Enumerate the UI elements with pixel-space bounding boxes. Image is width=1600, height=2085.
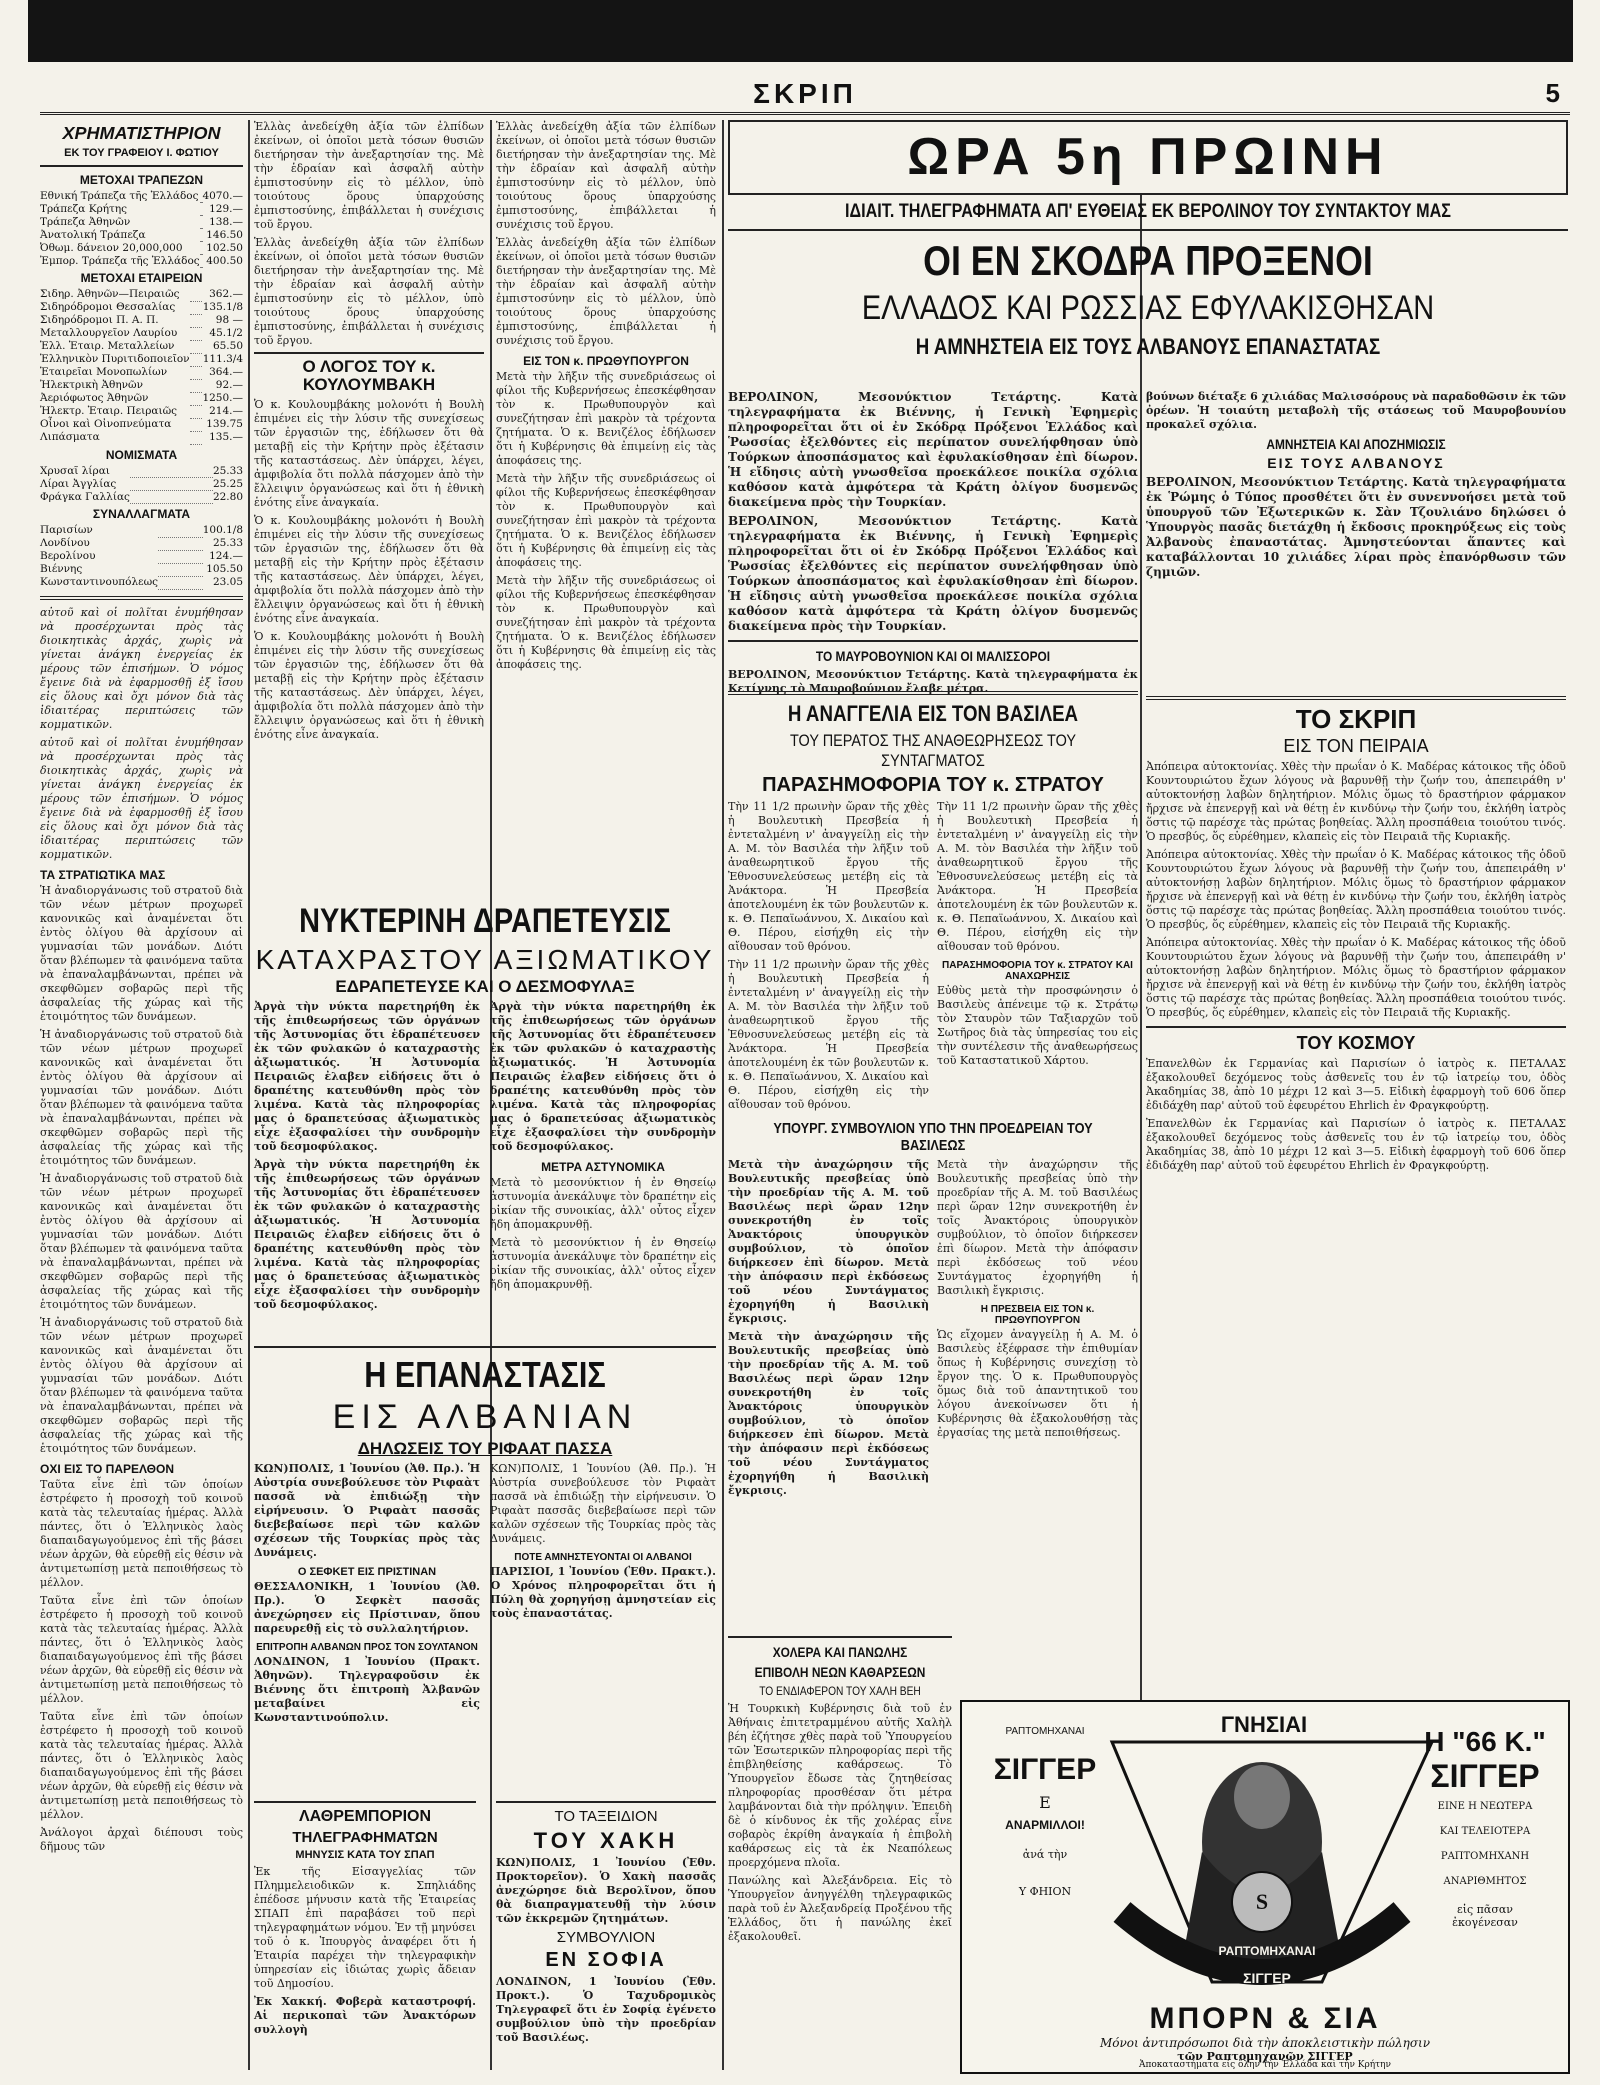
amnesty-comp-text: ΒΕΡΟΛΙΝΟΝ, Μεσονύκτιον Τετάρτης. Κατὰ τηλεγραφήματα ἐκ Ῥώμης ὁ Τύπος προσθέτει ὅτι ἐν συνεννοήσει μετὰ τοῦ ὑπουργοῦ τῶν Ἐξωτερικῶν κ. Σὰν Τζουλιάνο δηλώσει ὁ Ὑπουργὸς πασᾶς διετάχθη ἡ ἔκδοσις προκηρύξεως εἰς τοὺς Ἀλβανοὺς ἐπαναστάτας. Ἀμνηστεύονται ἅπαντες καὶ καταβάλλονται 10 χιλιάδες λίραι πρὸς ἐπανόρθωσιν τῶν ζημιῶν. — [1146, 474, 1566, 579]
row-label: Ἐμπορ. Τράπεζα τῆς Ἑλλάδος — [40, 254, 200, 267]
row-label: Σιδηρόδρομοι Θεσσαλίας — [40, 301, 176, 314]
scan-top-border — [28, 0, 1573, 62]
article-text: Ἑλλὰς ἀνεδείχθη ἀξία τῶν ἐλπίδων ἐκείνων, οἱ ὁποῖοι μετὰ τόσων θυσιῶν διετήρησαν τὴν ἀνεξαρτησίαν της. Μὲ τὴν ἑδραίαν καὶ ἀσφαλῆ αὐτὴν ἐμπιστοσύνην εἰς τὸ μέλλον, ὑπὸ τοιούτους ὅρους ὑπαρχούσης ἐμπιστοσύνης, ἐπιβάλλεται ἡ συνέχισις τοῦ ἔργου. — [496, 236, 716, 347]
table-row — [40, 576, 243, 589]
efendi-text: ΘΕΣΣΑΛΟΝΙΚΗ, 1 Ἰουνίου (Ἀθ. Πρ.). Ὁ Σεφκὲτ πασσᾶς ἀνεχώρησεν εἰς Πρίστιναν, ὅπου παρευρεθῇ εἰς τὸ συλλαλητήριον. — [254, 1579, 480, 1635]
masthead — [40, 78, 1570, 115]
row-label: Παρισίων — [40, 524, 93, 537]
decor-text: Εὐθὺς μετὰ τὴν προσφώνησιν ὁ Βασιλεὺς ἀπένειμε τῷ κ. Στράτῳ τὸν Σταυρὸν τῶν Ταξιαρχῶν τοῦ Σωτῆρος διὰ τὰς ὑπηρεσίας του εἰς τὴν συντέλεσιν τῆς ἀναθεωρήσεως τοῦ Καταστατικοῦ Χάρτου. — [937, 984, 1138, 1067]
article-text: Ἑλλὰς ἀνεδείχθη ἀξία τῶν ἐλπίδων ἐκείνων, οἱ ὁποῖοι μετὰ τόσων θυσιῶν διετήρησαν τὴν ἀνεξαρτησίαν της. Μὲ τὴν ἑδραίαν καὶ ἀσφαλῆ αὐτὴν ἐμπιστοσύνην εἰς τὸ μέλλον, ὑπὸ τοιούτους ὅρους ὑπαρχούσης ἐμπιστοσύνης, ἐπιβάλλεται ἡ συνέχισις τοῦ ἔργου. — [254, 236, 484, 347]
pm-text: Μετὰ τὴν λῆξιν τῆς συνεδριάσεως οἱ φίλοι τῆς Κυβερνήσεως ἐπεσκέφθησαν τὸν κ. Πρωθυπουργὸν καὶ συνεζήτησαν ἐπὶ μακρὸν τὰ τρέχοντα ζητήματα. Ὁ κ. Βενιζέλος ἐδήλωσεν ὅτι ἡ Κυβέρνησις θὰ ἐπιμείνῃ εἰς τὰς ἀποφάσεις της. — [496, 574, 716, 671]
smuggling-deck: ΜΗΝΥΣΙΣ ΚΑΤΑ ΤΟΥ ΣΠΑΠ — [295, 1848, 435, 1861]
singer-left-block — [970, 1726, 1120, 1898]
past-heading: ΟΧΙ ΕΙΣ ΤΟ ΠΑΡΕΛΘΟΝ — [40, 1461, 175, 1476]
row-value: 124.— — [209, 550, 243, 563]
smuggling-story — [254, 1795, 476, 2041]
table-row — [40, 465, 243, 478]
revolt-subheadline: ΕΙΣ ΑΛΒΑΝΙΑΝ — [332, 1398, 638, 1436]
pm-king-heading: Η ΠΡΕΣΒΕΙΑ ΕΙΣ ΤΟΝ κ. ΠΡΩΘΥΠΟΥΡΓΟΝ — [980, 1304, 1095, 1326]
past-text: Ταῦτα εἶνε ἐπὶ τῶν ὁποίων ἐστρέφετο ἡ προσοχὴ τοῦ κοινοῦ κατὰ τὰς τελευταίας ἡμέρας. Ἀλλὰ πάντες, ὅτι ὁ Ἑλληνικὸς λαὸς διαπαιδαγωγούμενος ἐπὶ τῆς βάσει νέων ἀρχῶν, θὰ εὑρεθῇ εἰς θέσιν νὰ ἀντιμετωπίσῃ μετὰ πεποιθήσεως τὸ μέλλον. — [40, 1593, 243, 1705]
row-label: Λονδίνου — [40, 537, 90, 550]
escape-headline: ΝΥΚΤΕΡΙΝΗ ΔΡΑΠΕΤΕΥΣΙΣ — [299, 902, 671, 940]
malissor-text: βούνων διέταξε 6 χιλιάδας Μαλισσόρους νὰ παραδοθῶσιν ἐκ τῶν ὀρέων. Ἡ τοιαύτη μεταβολὴ τῆς στάσεως τοῦ Μαυροβουνίου προκαλεῖ σχόλια. — [1146, 390, 1566, 431]
revolt-text: ΚΩΝ)ΠΟΛΙΣ, 1 Ἰουνίου (Ἀθ. Πρ.). Ἡ Αὐστρία συνεβούλευσε τὸν Ριφαὰτ πασσᾶ νὰ ἐπιδιώξῃ τὴν εἰρήνευσιν. Ὁ Ριφαὰτ πασσᾶς διεβεβαίωσε περὶ τῶν καλῶν σχέσεων τῆς Τουρκίας πρὸς τὰς Δυνάμεις. — [254, 1461, 480, 1559]
symbol-text: ΛΟΝΔΙΝΟΝ, 1 Ἰουνίου (Ἐθν. Προκτ.). Ὁ Ταχυδρομικὸς Τηλεγραφεῖ ὅτι ἐν Σοφίᾳ ἐγένετο συμβούλιον ὑπὸ τὴν προεδρίαν τοῦ Βασιλέως. — [496, 1974, 716, 2044]
maurovouni-heading: ΤΟ ΜΑΥΡΟΒΟΥΝΙΟΝ ΚΑΙ ΟΙ ΜΑΛΙΣΣΟΡΟΙ — [815, 648, 1051, 664]
table-row — [40, 203, 243, 216]
amnesty-comp-heading: ΑΜΝΗΣΤΕΙΑ ΚΑΙ ΑΠΟΖΗΜΙΩΣΙΣ — [1266, 436, 1446, 452]
escape-text: Ἀργὰ τὴν νύκτα παρετηρήθη ἐκ τῆς ἐπιθεωρήσεως τῶν ὀργάνων τῆς Ἀστυνομίας ὅτι ἐδραπέτευσεν ἐκ τῶν φυλακῶν ὁ καταχραστὴς ἀξιωματικός. Ἡ Ἀστυνομία Πειραιῶς ἐλαβεν εἰδήσεις ὅτι ὁ δραπέτης κατευθύνθη πρὸς τὸν λιμένα. Κατὰ τὰς πληροφορίας μας ὁ δραπετεύσας ἀξιωματικὸς εἶχε ἐξασφαλίσει τὴν συνδρομὴν τοῦ δεσμοφύλακος. — [490, 1000, 716, 1154]
singer-left-line: Ε — [1039, 1793, 1051, 1812]
escape-story — [254, 898, 716, 1316]
row-value: 98 — — [215, 314, 243, 327]
cholera-subheadline: ΕΠΙΒΟΛΗ ΝΕΩΝ ΚΑΘΑΡΣΕΩΝ — [754, 1664, 926, 1680]
currency-header: ΝΟΜΙΣΜΑΤΑ — [105, 447, 178, 462]
revolt-headline: Η ΕΠΑΝΑΣΤΑΣΙΣ — [364, 1354, 606, 1395]
albanian-committee-text: ΛΟΝΔΙΝΟΝ, 1 Ἰουνίου (Πρακτ. Ἀθηνῶν). Τηλεγραφοῦσιν ἐκ Βιέννης ὅτι ἐπιτροπὴ Ἀλβανῶν μεταβαίνει εἰς Κωνσταντινούπολιν. — [254, 1654, 480, 1724]
council-heading: ΥΠΟΥΡΓ. ΣΥΜΒΟΥΛΙΟΝ ΥΠΟ ΤΗΝ ΠΡΟΕΔΡΕΙΑΝ ΤΟΥ ΒΑΣΙΛΕΩΣ — [773, 1120, 1093, 1154]
council-text: Μετὰ τὴν ἀναχώρησιν τῆς Βουλευτικῆς πρεσβείας ὑπὸ τὴν προεδρίαν τῆς Α. Μ. τοῦ Βασιλέως περὶ ὥραν 12ην συνεκροτήθη ἐν τοῖς Ἀνακτόροις ὑπουργικὸν συμβούλιον, τὸ ὁποῖον διήρκεσεν ἐπὶ δίωρον. Μετὰ τὴν ἀπόφασιν περὶ ἐκδόσεως τοῦ νέου Συντάγματος ἐχορηγήθη ἡ Βασιλικὴ ἔγκρισις. — [728, 1330, 929, 1497]
king-text: Τὴν 11 1/2 πρωινὴν ὥραν τῆς χθὲς ἡ Βουλευτικὴ Πρεσβεία ἡ ἐντεταλμένη ν' ἀναγγείλῃ εἰς τὴν Α. Μ. τὸν Βασιλέα τὴν λῆξιν τοῦ ἀναθεωρητικοῦ ἔργου τῆς Ἐθνοσυνελεύσεως μετέβη εἰς τὰ Ἀνάκτορα. Ἡ Πρεσβεία ἀποτελουμένη ἐκ τῶν βουλευτῶν κ. κ. Θ. Πεπαϊωάννου, Χ. Δικαίου καὶ Θ. Πέρου, εἰσήχθη εἰς τὴν αἴθουσαν τοῦ θρόνου. — [728, 958, 929, 1111]
bank-shares-header: ΜΕΤΟΧΑΙ ΤΡΑΠΕΖΩΝ — [79, 172, 204, 187]
table-row — [40, 550, 243, 563]
military-text: Ἡ ἀναδιοργάνωσις τοῦ στρατοῦ διὰ τῶν νέων μέτρων προχωρεῖ κανονικῶς καὶ ἀναμένεται ὅτι ἐντὸς ὀλίγου θὰ ἀρχίσουν αἱ γυμνασίαι τῶν μονάδων. Διότι ὅταν βλέπωμεν τὰ φαινόμενα ταῦτα νὰ ἐπαναλαμβάνωνται, πρέπει νὰ σκεφθῶμεν σοβαρῶς περὶ τῆς ἀσφαλείας τῆς χώρας καὶ τῆς ἑτοιμότητος τῶν δυνάμεων. — [40, 1171, 243, 1311]
military-text: Ἡ ἀναδιοργάνωσις τοῦ στρατοῦ διὰ τῶν νέων μέτρων προχωρεῖ κανονικῶς καὶ ἀναμένεται ὅτι ἐντὸς ὀλίγου θὰ ἀρχίσουν αἱ γυμνασίαι τῶν μονάδων. Διότι ὅταν βλέπωμεν τὰ φαινόμενα ταῦτα νὰ ἐπαναλαμβάνωνται, πρέπει νὰ σκεφθῶμεν σοβαρῶς περὶ τῆς ἀσφαλείας τῆς χώρας καὶ τῆς ἑτοιμότητος τῶν δυνάμεων. — [40, 1315, 243, 1455]
row-label: Σιδηρ. Ἀθηνῶν—Πειραιῶς — [40, 288, 180, 301]
row-value: 135.1/8 — [202, 301, 243, 314]
skrip-piraeus — [1146, 690, 1566, 1177]
row-label: Βερολίνου — [40, 550, 96, 563]
king-deck: ΠΑΡΑΣΗΜΟΦΟΡΙΑ ΤΟΥ κ. ΣΤΡΑΤΟΥ — [762, 774, 1104, 796]
king-text: Τὴν 11 1/2 πρωινὴν ὥραν τῆς χθὲς ἡ Βουλευτικὴ Πρεσβεία ἡ ἐντεταλμένη ν' ἀναγγείλῃ εἰς τὴν Α. Μ. τὸν Βασιλέα τὴν λῆξιν τοῦ ἀναθεωρητικοῦ ἔργου τῆς Ἐθνοσυνελεύσεως μετέβη εἰς τὰ Ἀνάκτορα. Ἡ Πρεσβεία ἀποτελουμένη ἐκ τῶν βουλευτῶν κ. κ. Θ. Πεπαϊωάννου, Χ. Δικαίου καὶ Θ. Πέρου, εἰσήχθη εἰς τὴν αἴθουσαν τοῦ θρόνου. — [728, 800, 929, 953]
cholera-deck: ΤΟ ΕΝΔΙΑΦΕΡΟΝ ΤΟΥ ΧΑΛΗ ΒΕΗ — [759, 1684, 921, 1698]
journey-headline: ΤΟ ΤΑΞΕΙΔΙΟΝ — [554, 1808, 658, 1825]
market-title: ΧΡΗΜΑΤΙΣΤΗΡΙΟΝ — [62, 123, 221, 143]
police-heading: ΜΕΤΡΑ ΑΣΤΥΝΟΜΙΚΑ — [541, 1160, 665, 1175]
singer-right-line: ΑΝΑΡΙΘΜΗΤΟΣ — [1443, 1876, 1527, 1887]
amnesty-heading: ΠΟΤΕ ΑΜΝΗΣΤΕΥΟΝΤΑΙ ΟΙ ΑΛΒΑΝΟΙ — [514, 1551, 692, 1563]
row-label: Τράπεζα Ἀθηνῶν — [40, 215, 131, 228]
row-value: 105.50 — [206, 563, 243, 576]
journey-subheadline: ΤΟΥ ΧΑΚΗ — [533, 1827, 679, 1853]
market-source: ΕΚ ΤΟΥ ΓΡΑΦΕΙΟΥ Ι. ΦΩΤΙΟΥ — [64, 146, 219, 159]
row-value: 1250.— — [202, 392, 243, 405]
consul-headline: ΟΙ ΕΝ ΣΚΟΔΡΑ ΠΡΟΞΕΝΟΙ — [923, 236, 1373, 284]
table-row — [40, 242, 243, 255]
footer-line: Ἀνάλογοι ἀρχαὶ διέπουσι τοὺς δῆμους τῶν — [40, 1825, 243, 1853]
table-row — [40, 216, 243, 229]
council-text: Μετὰ τὴν ἀναχώρησιν τῆς Βουλευτικῆς πρεσβείας ὑπὸ τὴν προεδρίαν τῆς Α. Μ. τοῦ Βασιλέως περὶ ὥραν 12ην συνεκροτήθη ἐν τοῖς Ἀνακτόροις ὑπουργικὸν συμβούλιον, τὸ ὁποῖον διήρκεσεν ἐπὶ δίωρον. Μετὰ τὴν ἀπόφασιν περὶ ἐκδόσεως τοῦ νέου Συντάγματος ἐχορηγήθη ἡ Βασιλικὴ ἔγκρισις. — [728, 1158, 929, 1325]
world-text: Ἐπανελθὼν ἐκ Γερμανίας καὶ Παρισίων ὁ ἰατρὸς κ. ΠΕΤΑΛΑΣ ἐξακολουθεῖ δεχόμενος τοὺς ἀσθενεῖς του ἐν τῷ ἰατρείῳ του, ὁδὸς Ἀκαδημίας 38, ἀπὸ 10 μέχρι 12 καὶ 3—5. Εἰδικὴ ἐφαρμογὴ τοῦ 606 ὅπερ ἐδιδάχθη παρ' αὐτοῦ τοῦ ἐφευρέτου Ehrlich ἐν Φραγκφούρτῃ. — [1146, 1117, 1566, 1173]
row-label: Λιπάσματα — [40, 431, 100, 444]
company-shares-header: ΜΕΤΟΧΑΙ ΕΤΑΙΡΕΙΩΝ — [80, 271, 203, 286]
amnesty-comp-story — [1146, 390, 1566, 584]
row-value: 45.1/2 — [209, 327, 243, 340]
cholera-footer-text: Πανώλης καὶ Ἀλεξάνδρεια. Εἰς τὸ Ὑπουργεῖον ἀνηγγέλθη τηλεγραφικῶς παρὰ τοῦ ἐν Ἀλεξανδρείᾳ Προξένου τῆς Ἑλλάδος, ὅτι ἡ πανώλης ἐκεῖ ἐξακολουθεῖ. — [728, 1874, 952, 1943]
symbol-headline: ΣΥΜΒΟΥΛΙΟΝ — [556, 1928, 656, 1946]
consul-text: ΒΕΡΟΛΙΝΟΝ, Μεσονύκτιον Τετάρτης. Κατὰ τηλεγραφήματα ἐκ Βιέννης, ἡ Γενικὴ Ἐφημερὶς πληροφορεῖται ὅτι οἱ ἐν Σκόδρᾳ Πρόξενοι Ἑλλάδος καὶ Ῥωσσίας ἐξελθόντες εἰς περίπατον συνελήφθησαν ὑπὸ Τούρκων ἀποσπάσματος καὶ ἐφυλακίσθησαν ἐπὶ δίωρον. Ἡ εἴδησις αὐτὴ γνωσθεῖσα προεκάλεσε ποικίλα σχόλια καθόσον κατὰ ἀμφότερα τὰ Κράτη ὀλίγον δυσμενῶς διακείμενα πρὸς τὴν Τουρκίαν. — [728, 514, 1138, 633]
row-label: Οἶνοι καὶ Οἰνοπνεύματα — [40, 418, 172, 431]
table-row — [40, 340, 243, 353]
row-label: Ἀεριόφωτος Ἀθηνῶν — [40, 392, 149, 405]
fx-header: ΣΥΝΑΛΛΑΓΜΑΤΑ — [92, 507, 191, 522]
row-value: 100.1/8 — [202, 524, 243, 537]
article-text: Ἑλλὰς ἀνεδείχθη ἀξία τῶν ἐλπίδων ἐκείνων, οἱ ὁποῖοι μετὰ τόσων θυσιῶν διετήρησαν τὴν ἀνεξαρτησίαν της. Μὲ τὴν ἑδραίαν καὶ ἀσφαλῆ αὐτὴν ἐμπιστοσύνην εἰς τὸ μέλλον, ὑπὸ τοιούτους ὅρους ὑπαρχούσης ἐμπιστοσύνης, ἐπιβάλλεται ἡ συνέχισις τοῦ ἔργου. — [254, 120, 484, 231]
row-label: Χρυσαῖ λίραι — [40, 464, 110, 477]
revolt-story — [254, 1340, 716, 1729]
world-text: Ἐπανελθὼν ἐκ Γερμανίας καὶ Παρισίων ὁ ἰατρὸς κ. ΠΕΤΑΛΑΣ ἐξακολουθεῖ δεχόμενος τοὺς ἀσθενεῖς του ἐν τῷ ἰατρείῳ του, ὁδὸς Ἀκαδημίας 38, ἀπὸ 10 μέχρι 12 καὶ 3—5. Εἰδικὴ ἐφαρμογὴ τοῦ 606 ὅπερ ἐδιδάχθη παρ' αὐτοῦ τοῦ ἐφευρέτου Ehrlich ἐν Φραγκφούρτῃ. — [1146, 1057, 1566, 1113]
world-heading: ΤΟΥ ΚΟΣΜΟΥ — [1296, 1033, 1416, 1054]
singer-right-line: εἰς πᾶσαν — [1457, 1903, 1513, 1916]
row-label: Σιδηρόδρομοι Π. Α. Π. — [40, 314, 159, 327]
past-text: Ταῦτα εἶνε ἐπὶ τῶν ὁποίων ἐστρέφετο ἡ προσοχὴ τοῦ κοινοῦ κατὰ τὰς τελευταίας ἡμέρας. Ἀλλὰ πάντες, ὅτι ὁ Ἑλληνικὸς λαὸς διαπαιδαγωγούμενος ἐπὶ τῆς βάσει νέων ἀρχῶν, θὰ εὑρεθῇ εἰς θέσιν νὰ ἀντιμετωπίσῃ μετὰ πεποιθήσεως τὸ μέλλον. — [40, 1477, 243, 1589]
pm-text: Μετὰ τὴν λῆξιν τῆς συνεδριάσεως οἱ φίλοι τῆς Κυβερνήσεως ἐπεσκέφθησαν τὸν κ. Πρωθυπουργὸν καὶ συνεζήτησαν ἐπὶ μακρὸν τὰ τρέχοντα ζητήματα. Ὁ κ. Βενιζέλος ἐδήλωσεν ὅτι ἡ Κυβέρνησις θὰ ἐπιμείνῃ εἰς τὰς ἀποφάσεις της. — [496, 472, 716, 569]
amnesty-text: ΠΑΡΙΣΙΟΙ, 1 Ἰουνίου (Ἐθν. Πρακτ.). Ὁ Χρόνος πληροφορεῖται ὅτι ἡ Πύλη θὰ χορηγήσῃ ἀμνηστείαν εἰς τοὺς ἐπαναστάτας. — [490, 1564, 716, 1620]
consul-deck: Η ΑΜΝΗΣΤΕΙΑ ΕΙΣ ΤΟΥΣ ΑΛΒΑΝΟΥΣ ΕΠΑΝΑΣΤΑΤΑΣ — [915, 333, 1381, 359]
singer-advertisement — [960, 1700, 1570, 2074]
logos-heading: Ο ΛΟΓΟΣ ΤΟΥ κ. ΚΟΥΛΟΥΜΒΑΚΗ — [254, 352, 484, 394]
row-label: Μεταλλουργεῖον Λαυρίου — [40, 327, 178, 340]
article-text: Ἑλλὰς ἀνεδείχθη ἀξία τῶν ἐλπίδων ἐκείνων, οἱ ὁποῖοι μετὰ τόσων θυσιῶν διετήρησαν τὴν ἀνεξαρτησίαν της. Μὲ τὴν ἑδραίαν καὶ ἀσφαλῆ αὐτὴν ἐμπιστοσύνην εἰς τὸ μέλλον, ὑπὸ τοιούτους ὅρους ὑπαρχούσης ἐμπιστοσύνης, ἐπιβάλλεται ἡ συνέχισις τοῦ ἔργου. — [496, 120, 716, 231]
singer-left-line: ΑΝΑΡΜΙΛΛΟΙ! — [1005, 1818, 1085, 1832]
row-label: Ἑταιρεῖαι Μονοπωλίων — [40, 366, 168, 379]
singer-right-brand: ΣΙΓΓΕΡ — [1430, 1758, 1540, 1794]
table-row — [40, 255, 243, 268]
past-text: Ταῦτα εἶνε ἐπὶ τῶν ὁποίων ἐστρέφετο ἡ προσοχὴ τοῦ κοινοῦ κατὰ τὰς τελευταίας ἡμέρας. Ἀλλὰ πάντες, ὅτι ὁ Ἑλληνικὸς λαὸς διαπαιδαγωγούμενος ἐπὶ τῆς βάσει νέων ἀρχῶν, θὰ εὑρεθῇ εἰς θέσιν νὰ ἀντιμετωπίσῃ μετὰ πεποιθήσεως τὸ μέλλον. — [40, 1709, 243, 1821]
row-label: Ἠλεκτρικὴ Ἀθηνῶν — [40, 379, 143, 392]
row-label: Ἑλληνικὸν Πυριτιδοποιεῖον — [40, 353, 190, 366]
row-value: 146.50 — [206, 228, 243, 241]
singer-right-line: ἐκογένεσαν — [1452, 1916, 1518, 1929]
logos-text: Ὁ κ. Κουλουμβάκης μολονότι ἡ Βουλὴ ἐπιμένει εἰς τὴν λύσιν τῆς συνεχίσεως τῶν ἐργασιῶν της, ἐδήλωσεν ὅτι θὰ μεταβῇ εἰς τὴν Κρήτην πρὸς ἐξέτασιν τῆς καταστάσεως. Δὲν ὑπάρχει, λέγει, ἀμφιβολία ὅτι πολλὰ πάσχομεν ἀπὸ τὴν ἔλλειψιν ὀργανώσεως καὶ ὅτι ἡ ἐθνικὴ ἑνότης εἶνε ἀναγκαία. — [254, 397, 484, 509]
row-label: Ἀνατολική Τράπεζα — [40, 228, 146, 241]
table-row — [40, 392, 243, 405]
table-row — [40, 563, 243, 576]
maurovouni-text: ΒΕΡΟΛΙΝΟΝ, Μεσονύκτιον Τετάρτης. Κατὰ τηλεγραφήματα ἐκ Κετίγνης τὸ Μαυροβούνιον ἔλαβε μέτρα. — [728, 668, 1138, 695]
currency-table — [40, 465, 243, 505]
skrip-text: Ἀπόπειρα αὐτοκτονίας. Χθὲς τὴν πρωΐαν ὁ Κ. Μαδέρας κάτοικος τῆς ὁδοῦ Κουντουριώτου ἔχων λόγους νὰ βαρυνθῇ τὴν ζωήν του, ἀπεπειράθη ν' αὐτοκτονήσῃ λαβὼν δηλητήριον. Μόλις ὅμως τὸ δραστήριον φάρμακον ἤρχισε νὰ ἐπενεργῇ καὶ νὰ θέτῃ ἐν κινδύνῳ τὴν ζωήν του, ἐκλήθη ἰατρὸς ὅστις τῷ παρέσχε τὰς πρώτας βοηθείας. Ἄλλη προσπάθεια τοιούτου τινός. Ὁ πρεσβύς, ὅς εὑρέθημεν, κλαπεὶς εἰς τὸν Πειραιᾶ τῆς Κυριακῆς. — [1146, 760, 1566, 844]
military-text: Ἡ ἀναδιοργάνωσις τοῦ στρατοῦ διὰ τῶν νέων μέτρων προχωρεῖ κανονικῶς καὶ ἀναμένεται ὅτι ἐντὸς ὀλίγου θὰ ἀρχίσουν αἱ γυμνασίαι τῶν μονάδων. Διότι ὅταν βλέπωμεν τὰ φαινόμενα ταῦτα νὰ ἐπαναλαμβάνωνται, πρέπει νὰ σκεφθῶμεν σοβαρῶς περὶ τῆς ἀσφαλείας τῆς χώρας καὶ τῆς ἑτοιμότητος τῶν δυνάμεων. — [40, 883, 243, 1023]
efendi-heading: Ο ΣΕΦΚΕΤ ΕΙΣ ΠΡΙΣΤΙΝΑΝ — [297, 1565, 437, 1578]
row-value: 111.3/4 — [202, 353, 243, 366]
cholera-text: Ἡ Τουρκικὴ Κυβέρνησις διὰ τοῦ ἐν Ἀθήναις ἐπιτετραμμένου αὐτῆς Χαλὴλ βέη ἐζήτησε χθὲς παρὰ τοῦ Ὑπουργείου τῶν Ἐσωτερικῶν πληροφορίας περὶ τῆς ἐπιβληθείσης καθάρσεως. Τὸ Ὑπουργεῖον ἔδωσε τὰς ζητηθείσας πληροφορίας προσθέσαν ὅτι μέτρα λαμβάνονται διὰ τὴν πρόληψιν. Ἐπειδὴ δὲ ὁ κίνδυνος ἐκ τῆς χολέρας εἶνε σοβαρὸς ἐκρίθη ἀναγκαία ἡ ἐπιβολὴ καθάρσεως εἰς τὰ ἐκ Νεαπόλεως προερχόμενα πλοῖα. — [728, 1702, 952, 1869]
banner — [728, 120, 1568, 366]
table-row — [40, 431, 243, 444]
table-row — [40, 301, 243, 314]
revolt-deck: ΔΗΛΩΣΕΙΣ ΤΟΥ ΡΙΦΑΑΤ ΠΑΣΣΑ — [357, 1438, 613, 1458]
banner-headline: ΩΡΑ 5η ΠΡΩΙΝΗ — [907, 128, 1389, 186]
page-number: 5 — [1545, 78, 1560, 108]
singer-top-label: ΓΝΗΣΙΑΙ — [1220, 1712, 1308, 1737]
row-value: 362.— — [209, 288, 243, 301]
singer-right-block — [1410, 1726, 1560, 1929]
row-label: Ἠλεκτρ. Ἑταιρ. Πειραιῶς — [40, 405, 178, 418]
pm-king-text: Ὡς εἴχομεν ἀναγγείλῃ ἡ Α. Μ. ὁ Βασιλεὺς ἐξέφρασε τὴν ἐπιθυμίαν ὅπως ἡ Κυβέρνησις συνεχίσῃ τὸ ἔργον της. Ὁ κ. Πρωθυπουργὸς ὅμως διὰ τοῦ ἀπαντητικοῦ του λόγου ἀνεκοίνωσεν ὅτι ἡ Κυβέρνησις θὰ ἐξακολουθήσῃ τὰς ἐργασίας της μετὰ πεποιθήσεως. — [937, 1328, 1138, 1439]
table-row — [40, 327, 243, 340]
column-rule — [722, 120, 724, 2070]
king-text: Τὴν 11 1/2 πρωινὴν ὥραν τῆς χθὲς ἡ Βουλευτικὴ Πρεσβεία ἡ ἐντεταλμένη ν' ἀναγγείλῃ εἰς τὴν Α. Μ. τὸν Βασιλέα τὴν λῆξιν τοῦ ἀναθεωρητικοῦ ἔργου τῆς Ἐθνοσυνελεύσεως μετέβη εἰς τὰ Ἀνάκτορα. Ἡ Πρεσβεία ἀποτελουμένη ἐκ τῶν βουλευτῶν κ. κ. Θ. Πεπαϊωάννου, Χ. Δικαίου καὶ Θ. Πέρου, εἰσήχθη εἰς τὴν αἴθουσαν τοῦ θρόνου. — [937, 800, 1138, 953]
smuggling-headline: ΛΑΘΡΕΜΠΟΡΙΟΝ — [298, 1808, 432, 1825]
row-label: Λίραι Ἀγγλίας — [40, 477, 117, 490]
council-text: Μετὰ τὴν ἀναχώρησιν τῆς Βουλευτικῆς πρεσβείας ὑπὸ τὴν προεδρίαν τῆς Α. Μ. τοῦ Βασιλέως περὶ ὥραν 12ην συνεκροτήθη ἐν τοῖς Ἀνακτόροις ὑπουργικὸν συμβούλιον, τὸ ὁποῖον διήρκεσεν ἐπὶ δίωρον. Μετὰ τὴν ἀπόφασιν περὶ ἐκδόσεως τοῦ νέου Συντάγματος ἐχορηγήθη ἡ Βασιλικὴ ἔγκρισις. — [937, 1158, 1138, 1297]
column-2b — [496, 120, 716, 676]
column-rule — [248, 120, 250, 2070]
skrip-headline: ΤΟ ΣΚΡΙΠ — [1295, 704, 1417, 734]
row-value: 138.— — [209, 215, 243, 228]
police-text: Μετὰ τὸ μεσονύκτιον ἡ ἐν Θησείῳ ἀστυνομία ἀνεκάλυψε τὸν δραπέτην εἰς οἰκίαν τῆς συνοικίας, ἀλλ' οὗτος εἶχεν ἤδη ἀπομακρυνθῇ. — [490, 1176, 716, 1232]
row-label: Βιέννης — [40, 563, 83, 576]
king-headline: Η ΑΝΑΓΓΕΛΙΑ ΕΙΣ ΤΟΝ ΒΑΣΙΛΕΑ — [787, 701, 1079, 726]
amnesty-comp-subheading: ΕΙΣ ΤΟΥΣ ΑΛΒΑΝΟΥΣ — [1267, 455, 1445, 471]
row-value: 214.— — [209, 405, 243, 418]
svg-text:S: S — [1255, 1889, 1269, 1914]
row-value: 22.80 — [212, 490, 243, 503]
consul-story — [728, 390, 1138, 700]
newspaper-title: ΣΚΡΙΠ — [753, 78, 857, 109]
king-story — [728, 685, 1138, 1502]
singer-right-line: ΡΑΠΤΟΜΗΧΑΝΗ — [1440, 1851, 1530, 1862]
skrip-text: Ἀπόπειρα αὐτοκτονίας. Χθὲς τὴν πρωΐαν ὁ Κ. Μαδέρας κάτοικος τῆς ὁδοῦ Κουντουριώτου ἔχων λόγους νὰ βαρυνθῇ τὴν ζωήν του, ἀπεπειράθη ν' αὐτοκτονήσῃ λαβὼν δηλητήριον. Μόλις ὅμως τὸ δραστήριον φάρμακον ἤρχισε νὰ ἐπενεργῇ καὶ νὰ θέτῃ ἐν κινδύνῳ τὴν ζωήν του, ἐκλήθη ἰατρὸς ὅστις τῷ παρέσχε τὰς πρώτας βοηθείας. Ἄλλη προσπάθεια τοιούτου τινός. Ὁ πρεσβύς, ὅς εὑρέθημεν, κλαπεὶς εἰς τὸν Πειραιᾶ τῆς Κυριακῆς. — [1146, 848, 1566, 932]
company-shares-table — [40, 288, 243, 445]
row-label: Ἑλλ. Ἑταιρ. Μεταλλείων — [40, 340, 175, 353]
table-row — [40, 229, 243, 242]
row-value: 4070.— — [202, 189, 243, 202]
fx-table — [40, 524, 243, 590]
row-value: 364.— — [209, 366, 243, 379]
singer-tagline: Μόνοι ἀντιπρόσωποι διὰ τὴν ἀποκλειστικὴν πώλησιν — [1099, 2036, 1431, 2050]
escape-subheadline: ΚΑΤΑΧΡΑΣΤΟΥ ΑΞΙΩΜΑΤΙΚΟΥ — [255, 944, 715, 975]
logos-text: Ὁ κ. Κουλουμβάκης μολονότι ἡ Βουλὴ ἐπιμένει εἰς τὴν λύσιν τῆς συνεχίσεως τῶν ἐργασιῶν της, ἐδήλωσεν ὅτι θὰ μεταβῇ εἰς τὴν Κρήτην πρὸς ἐξέτασιν τῆς καταστάσεως. Δὲν ὑπάρχει, λέγει, ἀμφιβολία ὅτι πολλὰ πάσχομεν ἀπὸ τὴν ἔλλειψιν ὀργανώσεως καὶ ὅτι ἡ ἐθνικὴ ἑνότης εἶνε ἀναγκαία. — [254, 513, 484, 625]
table-row — [40, 524, 243, 537]
escape-text: Ἀργὰ τὴν νύκτα παρετηρήθη ἐκ τῆς ἐπιθεωρήσεως τῶν ὀργάνων τῆς Ἀστυνομίας ὅτι ἐδραπέτευσεν ἐκ τῶν φυλακῶν ὁ καταχραστὴς ἀξιωματικός. Ἡ Ἀστυνομία Πειραιῶς ἐλαβεν εἰδήσεις ὅτι ὁ δραπέτης κατευθύνθη πρὸς τὸν λιμένα. Κατὰ τὰς πληροφορίας μας ὁ δραπετεύσας ἀξιωματικὸς εἶχε ἐξασφαλίσει τὴν συνδρομὴν τοῦ δεσμοφύλακος. — [254, 1158, 480, 1312]
row-value: 25.25 — [212, 477, 243, 490]
singer-left-line: Υ ΦΗΙΟΝ — [1018, 1885, 1072, 1898]
skrip-subheadline: ΕΙΣ ΤΟΝ ΠΕΙΡΑΙΑ — [1283, 736, 1429, 757]
table-row — [40, 190, 243, 203]
singer-right-line: ΚΑΙ ΤΕΛΕΙΟΤΕΡΑ — [1439, 1826, 1531, 1837]
singer-right-model: Η "66 Κ." — [1424, 1726, 1546, 1757]
smuggling-text: Ἐκ τῆς Εἰσαγγελίας τῶν Πλημμελειοδικῶν κ. Σπηλιάδης ἐπέδοσε μήνυσιν κατὰ τῆς Ἑταιρείας ΣΠΑΠ ἐπὶ παραβάσει τοῦ περὶ τηλεγραφημάτων νόμου. Ἐν τῇ μηνύσει τοῦ ὁ κ. Ἰπουργὸς ἀναφέρει ὅτι ἡ Ἑταιρία παρέχει τὴν τηλεγραφικὴν ὑπηρεσίαν εἰς ἰδιώτας χωρὶς ἄδειαν τοῦ Δημοσίου. — [254, 1865, 476, 1991]
hakki-ad-text: Ἐκ Χακκή. Φοβερὰ καταστροφή. Αἱ περικοπαὶ τῶν Ἀνακτόρων συλλογὴ — [254, 1995, 476, 2037]
king-subheadline: ΤΟΥ ΠΕΡΑΤΟΣ ΤΗΣ ΑΝΑΘΕΩΡΗΣΕΩΣ ΤΟΥ ΣΥΝΤΑΓΜΑΤΟΣ — [789, 731, 1077, 770]
journey-story — [496, 1795, 716, 2049]
albanian-committee-heading: ΕΠΙΤΡΟΠΗ ΑΛΒΑΝΩΝ ΠΡΟΣ ΤΟΝ ΣΟΥΛΤΑΝΟΝ — [256, 1641, 478, 1653]
military-text: Ἡ ἀναδιοργάνωσις τοῦ στρατοῦ διὰ τῶν νέων μέτρων προχωρεῖ κανονικῶς καὶ ἀναμένεται ὅτι ἐντὸς ὀλίγου θὰ ἀρχίσουν αἱ γυμνασίαι τῶν μονάδων. Διότι ὅταν βλέπωμεν τὰ φαινόμενα ταῦτα νὰ ἐπαναλαμβάνωνται, πρέπει νὰ σκεφθῶμεν σοβαρῶς περὶ τῆς ἀσφαλείας τῆς χώρας καὶ τῆς ἑτοιμότητος τῶν δυνάμεων. — [40, 1027, 243, 1167]
pm-text: Μετὰ τὴν λῆξιν τῆς συνεδριάσεως οἱ φίλοι τῆς Κυβερνήσεως ἐπεσκέφθησαν τὸν κ. Πρωθυπουργὸν καὶ συνεζήτησαν ἐπὶ μακρὸν τὰ τρέχοντα ζητήματα. Ὁ κ. Βενιζέλος ἐδήλωσεν ὅτι ἡ Κυβέρνησις θὰ ἐπιμείνῃ εἰς τὰς ἀποφάσεις της. — [496, 370, 716, 467]
row-label: Εθνική Τράπεζα τῆς Ἑλλάδος — [40, 189, 199, 202]
smuggling-subheadline: ΤΗΛΕΓΡΑΦΗΜΑΤΩΝ — [292, 1828, 438, 1846]
row-value: 102.50 — [206, 241, 243, 254]
article-text: αὐτοῦ καὶ οἱ πολῖται ἐνυμήθησαν νὰ προσέρχωνται πρὸς τὰς διοικητικὰς ἀρχάς, χωρὶς νὰ γίνεται ἀνάγκη ἐνεργείας ἐκ μέρους τῶν ἐπισήμων. Ὁ νόμος ἔγεινε διὰ νὰ ἐφαρμοσθῇ ἐξ ἴσου εἰς ὅλους καὶ ὄχι μόνον διὰ τὰς ἰδιαιτέρας περιπτώσεις τῶν κομματικῶν. — [40, 605, 243, 731]
decor-heading: ΠΑΡΑΣΗΜΟΦΟΡΙΑ ΤΟΥ κ. ΣΤΡΑΤΟΥ ΚΑΙ ΑΝΑΧΩΡΗΣΙΣ — [942, 960, 1133, 982]
skrip-text: Ἀπόπειρα αὐτοκτονίας. Χθὲς τὴν πρωΐαν ὁ Κ. Μαδέρας κάτοικος τῆς ὁδοῦ Κουντουριώτου ἔχων λόγους νὰ βαρυνθῇ τὴν ζωήν του, ἀπεπειράθη ν' αὐτοκτονήσῃ λαβὼν δηλητήριον. Μόλις ὅμως τὸ δραστήριον φάρμακον ἤρχισε νὰ ἐπενεργῇ καὶ νὰ θέτῃ ἐν κινδύνῳ τὴν ζωήν του, ἐκλήθη ἰατρὸς ὅστις τῷ παρέσχε τὰς πρώτας βοηθείας. Ἄλλη προσπάθεια τοιούτου τινός. Ὁ πρεσβύς, ὅς εὑρέθημεν, κλαπεὶς εἰς τὸν Πειραιᾶ τῆς Κυριακῆς. — [1146, 936, 1566, 1020]
table-row — [40, 353, 243, 366]
logos-text: Ὁ κ. Κουλουμβάκης μολονότι ἡ Βουλὴ ἐπιμένει εἰς τὴν λύσιν τῆς συνεχίσεως τῶν ἐργασιῶν της, ἐδήλωσεν ὅτι θὰ μεταβῇ εἰς τὴν Κρήτην πρὸς ἐξέτασιν τῆς καταστάσεως. Δὲν ὑπάρχει, λέγει, ἀμφιβολία ὅτι πολλὰ πάσχομεν ἀπὸ τὴν ἔλλειψιν ὀργανώσεως καὶ ὅτι ἡ ἐθνικὴ ἑνότης εἶνε ἀναγκαία. — [254, 629, 484, 741]
police-text: Μετὰ τὸ μεσονύκτιον ἡ ἐν Θησείῳ ἀστυνομία ἀνεκάλυψε τὸν δραπέτην εἰς οἰκίαν τῆς συνοικίας, ἀλλ' οὗτος εἶχεν ἤδη ἀπομακρυνθῇ. — [490, 1236, 716, 1292]
military-heading: ΤΑ ΣΤΡΑΤΙΩΤΙΚΑ ΜΑΣ — [40, 867, 166, 882]
singer-tagline: τῶν Ραπτομηχανῶν ΣΙΓΓΕΡ — [1177, 2050, 1353, 2063]
consul-subheadline: ΕΛΛΑΔΟΣ ΚΑΙ ΡΩΣΣΙΑΣ ΕΦΥΛΑΚΙΣΘΗΣΑΝ — [861, 288, 1435, 327]
column-1 — [40, 120, 243, 1858]
row-value: 23.05 — [212, 576, 243, 589]
row-value: 25.33 — [212, 464, 243, 477]
row-value: 139.75 — [206, 418, 243, 431]
table-row — [40, 379, 243, 392]
row-label: Ὀθωμ. δάνειον 20,000,000 — [40, 241, 183, 254]
cholera-story — [728, 1630, 952, 1948]
bank-shares-table — [40, 190, 243, 269]
row-label: Φράγκα Γαλλίας — [40, 490, 130, 503]
table-row — [40, 491, 243, 504]
table-row — [40, 366, 243, 379]
row-label: Κωνσταντινουπόλεως — [40, 576, 159, 589]
row-value: 25.33 — [212, 537, 243, 550]
revolt-text: ΚΩΝ)ΠΟΛΙΣ, 1 Ἰουνίου (Ἀθ. Πρ.). Ἡ Αὐστρία συνεβούλευσε τὸν Ριφαὰτ πασσᾶ νὰ ἐπιδιώξῃ τὴν εἰρήνευσιν. Ὁ Ριφαὰτ πασσᾶς διεβεβαίωσε περὶ τῶν καλῶν σχέσεων τῆς Τουρκίας πρὸς τὰς Δυνάμεις. — [490, 1461, 716, 1545]
singer-left-brand: ΣΙΓΓΕΡ — [993, 1753, 1097, 1786]
row-value: 135.— — [209, 431, 243, 444]
row-value: 92.— — [215, 379, 243, 392]
singer-ribbon-brand: ΣΙΓΓΕΡ — [1243, 1970, 1291, 1986]
article-text: αὐτοῦ καὶ οἱ πολῖται ἐνυμήθησαν νὰ προσέρχωνται πρὸς τὰς διοικητικὰς ἀρχάς, χωρὶς νὰ γίνεται ἀνάγκη ἐνεργείας ἐκ μέρους τῶν ἐπισήμων. Ὁ νόμος ἔγεινε διὰ νὰ ἐφαρμοσθῇ ἐξ ἴσου εἰς ὅλους καὶ ὄχι μόνον διὰ τὰς ἰδιαιτέρας περιπτώσεις τῶν κομματικῶν. — [40, 735, 243, 861]
banner-subheadline: ΙΔΙΑΙΤ. ΤΗΛΕΓΡΑΦΗΜΑΤΑ ΑΠ' ΕΥΘΕΙΑΣ ΕΚ ΒΕΡΟΛΙΝΟΥ ΤΟΥ ΣΥΝΤΑΚΤΟΥ ΜΑΣ — [845, 200, 1451, 222]
table-row — [40, 478, 243, 491]
table-row — [40, 314, 243, 327]
table-row — [40, 537, 243, 550]
cholera-headline: ΧΟΛΕΡΑ ΚΑΙ ΠΑΝΩΛΗΣ — [772, 1644, 908, 1660]
escape-text: Ἀργὰ τὴν νύκτα παρετηρήθη ἐκ τῆς ἐπιθεωρήσεως τῶν ὀργάνων τῆς Ἀστυνομίας ὅτι ἐδραπέτευσεν ἐκ τῶν φυλακῶν ὁ καταχραστὴς ἀξιωματικός. Ἡ Ἀστυνομία Πειραιῶς ἐλαβεν εἰδήσεις ὅτι ὁ δραπέτης κατευθύνθη πρὸς τὸν λιμένα. Κατὰ τὰς πληροφορίας μας ὁ δραπετεύσας ἀξιωματικὸς εἶχε ἐξασφαλίσει τὴν συνδρομὴν τοῦ δεσμοφύλακος. — [254, 1000, 480, 1154]
singer-ribbon-line: ΡΑΠΤΟΜΗΧΑΝΑΙ — [1218, 1944, 1316, 1958]
symbol-subheadline: ΕΝ ΣΟΦΙΑ — [545, 1948, 667, 1971]
singer-dealer-name: ΜΠΟΡΝ & ΣΙΑ — [1149, 2002, 1381, 2035]
table-row — [40, 418, 243, 431]
pm-heading: ΕΙΣ ΤΟΝ κ. ΠΡΩΘΥΠΟΥΡΓΟΝ — [523, 354, 689, 368]
singer-right-line: ΕΙΝΕ Η ΝΕΩΤΕΡΑ — [1437, 1801, 1533, 1812]
table-row — [40, 288, 243, 301]
row-label: Τράπεζα Κρήτης — [40, 202, 128, 215]
column-2a — [254, 120, 484, 746]
row-value: 129.— — [209, 202, 243, 215]
consul-text: ΒΕΡΟΛΙΝΟΝ, Μεσονύκτιον Τετάρτης. Κατὰ τηλεγραφήματα ἐκ Βιέννης, ἡ Γενικὴ Ἐφημερὶς πληροφορεῖται ὅτι οἱ ἐν Σκόδρᾳ Πρόξενοι Ἑλλάδος καὶ Ῥωσσίας ἐξελθόντες εἰς περίπατον συνελήφθησαν ὑπὸ Τούρκων ἀποσπάσματος καὶ ἐφυλακίσθησαν ἐπὶ δίωρον. Ἡ εἴδησις αὐτὴ γνωσθεῖσα προεκάλεσε ποικίλα σχόλια καθόσον κατὰ ἀμφότερα τὰ Κράτη ὀλίγον δυσμενῶς διακείμενα πρὸς τὴν Τουρκίαν. — [728, 390, 1138, 509]
singer-left-line: ΡΑΠΤΟΜΗΧΑΝΑΙ — [1005, 1726, 1085, 1737]
singer-left-line: ἀνά τὴν — [1022, 1848, 1068, 1861]
row-value: 65.50 — [212, 340, 243, 353]
row-value: 400.50 — [206, 254, 243, 267]
table-row — [40, 405, 243, 418]
singer-tagline: Ἀποκαταστήματα εἰς ὅλην τὴν Ἑλλάδα καὶ τὴν Κρήτην — [1138, 2060, 1392, 2070]
escape-deck: ΕΔΡΑΠΕΤΕΥΣΕ ΚΑΙ Ο ΔΕΣΜΟΦΥΛΑΞ — [335, 977, 635, 997]
journey-text: ΚΩΝ)ΠΟΛΙΣ, 1 Ἰουνίου (Ἐθν. Προκτορεῖον). Ὁ Χακὴ πασσᾶς ἀνεχώρησε διὰ Βερολῖνον, ὅπου θὰ διαπραγματευθῇ τὴν λύσιν τῶν ἐκκρεμῶν ζητημάτων. — [496, 1855, 716, 1925]
